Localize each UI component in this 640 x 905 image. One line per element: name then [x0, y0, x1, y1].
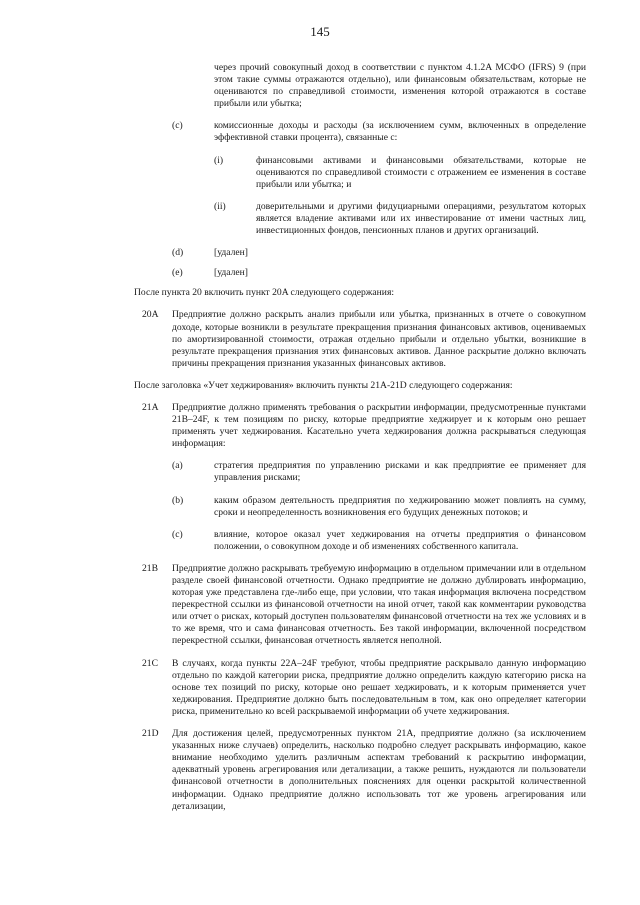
para-21a-item-b-label: (b): [172, 494, 184, 506]
item-c: [172, 120, 586, 144]
item-c-sub-i: [214, 154, 586, 191]
item-c-sub-i-text: финансовыми активами и финансовыми обязательствами, которые не оцениваются по справедливой стоимости с отражением ее изменения в составе прибыли или убытка; и: [256, 154, 586, 190]
para-20a: [142, 309, 586, 369]
para-21b-text: Предприятие должно раскрывать требуемую информацию в отдельном примечании или в отдельном разделе своей финансовой отчетности. Однако предприятие не должно дублировать информацию, которая уже представлена где-либо еще, при условии, что такая информация включена посредством перекрестной ссылки из финансовой отчетности на иной отчет, такой как комментарии руководства или отчет о рисках, который доступен пользователям финансовой отчетности на тех же условиях и в то же время, что и сама финансовая отчетность. Без такой информации, включенной посредством перекрестной ссылки, финансовая отчетность является неполной.: [172, 562, 586, 647]
para-20a-text: Предприятие должно раскрыть анализ прибыли или убытка, признанных в отчете о совокупном доходе, которые возникли в результате прекращения признания финансовых активов, оцениваемых по амортизированной стоимости, отражая отдельно прибыли и отдельно убытки, возникшие в результате прекращения признания этих финансовых активов. Данное раскрытие должно включать причины прекращения признания указанных финансовых активов.: [172, 309, 586, 369]
item-c-sub-ii-text: доверительными и другими фидуциарными операциями, результатом которых является владение активами или их инвестирование от имени частных лиц, инвестиционных фондов, пенсионных планов и других организаций.: [256, 200, 586, 237]
para-21a-item-b-text: каким образом деятельность предприятия по хеджированию может повлиять на сумму, сроки и неопределенность возникновения его будущих денежных потоков; и: [214, 494, 586, 518]
page-number: 145: [310, 24, 330, 39]
para-21a-item-c-text: влияние, которое оказал учет хеджирования на отчеты предприятия о финансовом положении, о совокупном доходе и об изменениях собственного капитала.: [214, 528, 586, 552]
item-d-text: [удален]: [214, 247, 248, 259]
para-21b-label: 21B: [142, 562, 158, 574]
para-21a-label: 21A: [142, 401, 159, 413]
item-c-sub-ii: [214, 200, 586, 237]
para-21a-item-a-text: стратегия предприятия по управлению рисками и как предприятие ее применяет для управления рисками;: [214, 460, 586, 484]
item-c-text: комиссионные доходы и расходы (за исключением сумм, включенных в определение эффективной ставки процента), связанные с:: [214, 120, 586, 144]
item-e-text: [удален]: [214, 267, 248, 279]
para-21c-text: В случаях, когда пункты 22A–24F требуют, чтобы предприятие раскрывало данную информацию отдельно по каждой категории риска, предприятие должно определить каждую категорию риска на основе тех позиций по риску, которые оно решает хеджировать, и к которым применяется учет хеджирования. Предприятие должно быть последовательным в том, как оно определяет категории риска, применительно ко всей раскрываемой информации об учете хеджирования.: [172, 657, 586, 717]
para-21c-label: 21C: [142, 657, 158, 669]
item-e: [172, 267, 586, 279]
para-21d-label: 21D: [142, 728, 159, 740]
para-21c: [142, 657, 586, 718]
page-content: [0, 62, 640, 813]
para-21a-item-c-label: (c): [172, 528, 183, 540]
item-c-sub-i-label: (i): [214, 154, 224, 166]
para-21d-text: Для достижения целей, предусмотренных пунктом 21A, предприятие должно (за исключением указанных ниже случаев) определить, насколько подробно следует раскрывать информацию, какое внимание необходимо уделить различным аспектам требований к раскрытию информации, адекватный уровень агрегирования или детализации, а также решить, нуждаются ли пользователи финансовой отчетности в дополнительных пояснениях для оценки раскрытой количественной информации. Однако предприятие должно использовать тот же уровень агрегирования или детализации,: [172, 728, 586, 812]
para-21a-item-c: [172, 528, 586, 553]
para-21a-text: Предприятие должно применять требования о раскрытии информации, предусмотренные пунктами 21B–24F, к тем позициям по риску, которые предприятие хеджирует и к которым оно решает применять учет хеджирования. Касательно учета хеджирования должна раскрываться следующая информация:: [172, 401, 586, 450]
instruction-21: После заголовка «Учет хеджирования» включить пункты 21A-21D следующего содержания:: [134, 379, 513, 391]
para-21a-item-a-label: (a): [172, 460, 183, 472]
para-20a-label: 20A: [142, 309, 159, 321]
item-d: [172, 247, 586, 259]
instruction-20: После пункта 20 включить пункт 20A следующего содержания:: [134, 287, 395, 299]
item-d-label: (d): [172, 247, 184, 259]
item-c-sub-ii-label: (ii): [214, 200, 226, 212]
para-21a: [142, 401, 586, 450]
para-21a-item-b: [172, 494, 586, 519]
item-e-label: (e): [172, 267, 183, 279]
para-21d: [142, 728, 586, 813]
para-21a-item-a: [172, 460, 586, 484]
item-c-label: (c): [172, 120, 183, 132]
continued-text: через прочий совокупный доход в соответствии с пунктом 4.1.2A МСФО (IFRS) 9 (при этом такие суммы отражаются отдельно), или финансовым обязательствам, которые не оцениваются по справедливой стоимости, изменения которой отражаются в составе прибыли или убытка;: [214, 62, 586, 110]
para-21b: [142, 562, 586, 648]
